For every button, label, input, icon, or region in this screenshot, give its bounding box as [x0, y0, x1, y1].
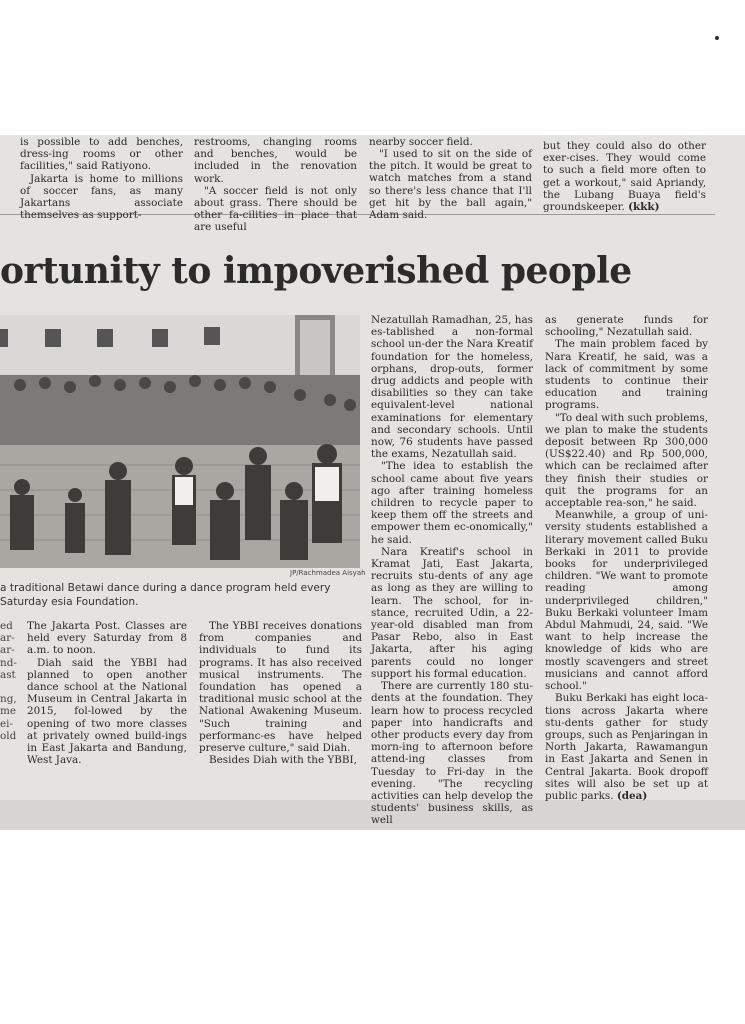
article-column-4: [371, 314, 533, 827]
dance-photo: [0, 315, 360, 568]
text: Buku Berkaki has eight loca-tions across Jakarta where stu-dents gather for study groups, such as Penjaringan in North Jakarta, Rawamangun in East Jakarta and Senen in Central Jakarta. Book dropoff sites will also be set up at public parks.: [545, 692, 708, 802]
fragment: ast: [0, 668, 16, 681]
top-column-1: [20, 136, 183, 221]
fragment: [0, 681, 16, 693]
top-column-4: [543, 140, 706, 213]
paragraph: Jakarta is home to millions of soccer fans, as many Jakartans associate themselves as support-: [20, 172, 183, 222]
paragraph: There are currently 180 stu-dents at the foundation. They learn how to process recycled paper into handicrafts and other products every day from morn-ing to afternoon before attend-ing classes from Tuesday to Fri-day in the evening. "The recycling activities can help develop the students' business skills, as well: [371, 680, 533, 827]
paragraph: restrooms, changing rooms and benches, would be included in the renovation work.: [194, 136, 357, 185]
text: but they could also do other exer-cises. They would come to such a field more often to get a workout," said Apriandy, the Lubang Buaya field's groundskeeper.: [543, 140, 706, 214]
paragraph: "A soccer field is not only about grass. There should be other fa-cilities in place that are useful: [194, 184, 357, 234]
paragraph: Besides Diah with the YBBI,: [209, 754, 357, 767]
paragraph: Meanwhile, a group of uni-versity students established a literary movement called Buku Berkaki in 2011 to provide books for underprivileged children. "We want to promote reading among underprivileged children," Buku Berkaki volunteer Imam Abdul Mahmudi, 24, said. "We want to help increase the knowledge of kids who are mostly scavengers and street musicians and cannot afford school.": [545, 509, 708, 693]
speck: [715, 36, 719, 40]
photo-credit: JP/Rachmadea Aisyah: [290, 569, 366, 577]
paragraph: as generate funds for schooling," Nezatullah said.: [545, 314, 708, 339]
article-column-2: [27, 620, 187, 766]
photo-illustration: [0, 315, 360, 568]
paragraph: Nezatullah Ramadhan, 25, has es-tablished a non-formal school un-der the Nara Kreatif foundation for the homeless, orphans, drop-outs, former drug addicts and people with disabilities so they can take equivalent-level national examinations for elementary and secondary schools. Until now, 76 students have passed the exams, Nezatullah said.: [371, 314, 533, 461]
fragment: ar-: [0, 632, 15, 645]
byline-signature: (kkk): [628, 201, 660, 214]
top-column-2: [194, 136, 357, 234]
fragment: me: [0, 705, 17, 718]
top-column-3: [369, 136, 532, 221]
paragraph: [545, 692, 708, 802]
paragraph: nearby soccer field.: [369, 136, 473, 148]
article-column-5: [545, 314, 708, 802]
photo-caption: a traditional Betawi dance during a dance program held every Saturday esia Foundation.: [0, 582, 331, 608]
fragment: ar-: [0, 644, 15, 657]
paragraph: The YBBI receives donations from companies and individuals to fund its programs. It has also received musical instruments. The foundation has opened a traditional music school at the National Awakening Museum. "Such training and performanc-es have helped preserve culture," said Diah.: [199, 620, 362, 755]
paragraph: [543, 140, 706, 213]
fragment: ed: [0, 620, 13, 632]
paragraph: "I used to sit on the side of the pitch. It would be great to watch matches from a stand so there's less chance that I'll get hit by the ball again," Adam said.: [369, 148, 532, 222]
fragment: ng,: [0, 693, 17, 706]
headline: ortunity to impoverished people: [0, 250, 632, 292]
paragraph: Diah said the YBBI had planned to open another dance school at the National Museum in Central Jakarta in 2015, fol-lowed by the opening of two more classes at privately owned build-ings in East Jakarta and Bandung, West Java.: [27, 656, 187, 767]
byline-signature: (dea): [616, 789, 648, 802]
fragment: ei-: [0, 717, 13, 730]
paragraph: "To deal with such problems, we plan to make the students deposit between Rp 300,000 (US$22.40) and Rp 500,000, which can be reclaimed after they finish their studies or quit the programs for an acceptable rea-son," he said.: [545, 411, 708, 510]
paragraph: is possible to add benches, dress-ing rooms or other facilities," said Ratiyono.: [20, 136, 183, 173]
article-column-3: [199, 620, 362, 766]
fragment: nd-: [0, 656, 17, 669]
cut-off-column: [0, 620, 16, 742]
paragraph: The Jakarta Post. Classes are held every Saturday from 8 a.m. to noon.: [27, 620, 187, 657]
paragraph: "The idea to establish the school came about five years ago after training homeless children to recycle paper to keep them off the streets and empower them ec-onomically," he said.: [371, 460, 533, 546]
paragraph: The main problem faced by Nara Kreatif, he said, was a lack of commitment by some students to continue their education and training programs.: [545, 338, 708, 412]
paragraph: Nara Kreatif's school in Kramat Jati, East Jakarta, recruits stu-dents of any age as long as they are willing to learn. The school, for in-stance, recruited Udin, a 22-year-old disabled man from Pasar Rebo, also in East Jakarta, after his aging parents could no longer support his formal education.: [371, 545, 533, 680]
fragment: old: [0, 729, 17, 742]
